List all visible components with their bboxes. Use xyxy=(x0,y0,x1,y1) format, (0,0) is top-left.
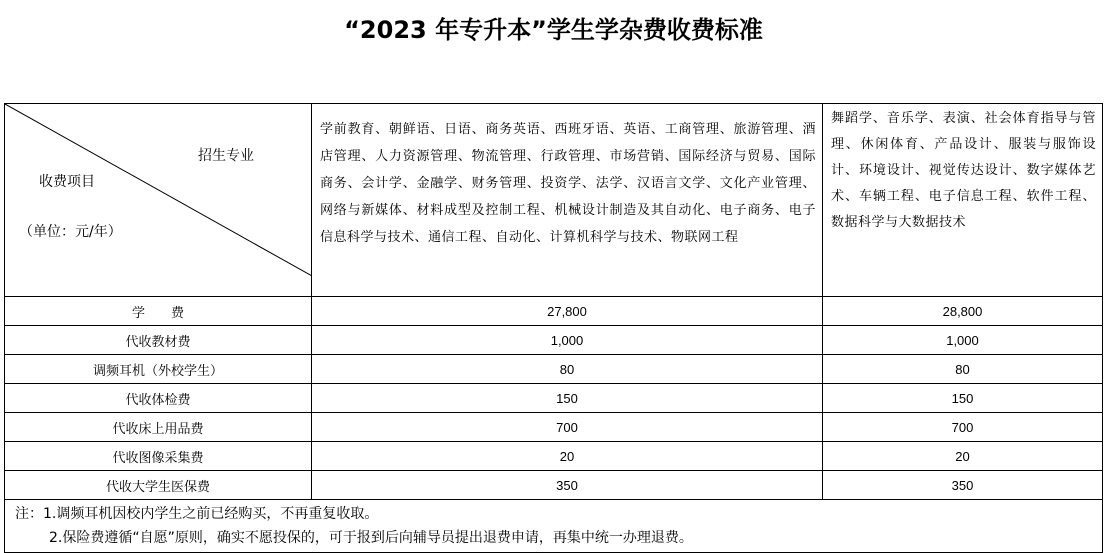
corner-header-cell xyxy=(5,104,312,297)
fee-value-group-1: 27,800 xyxy=(312,297,823,326)
fee-value-group-1: 350 xyxy=(312,471,823,500)
fee-value-group-2: 80 xyxy=(823,355,1103,384)
note-line-1: 注：1.调频耳机因校内学生之前已经购买，不再重复收取。 xyxy=(15,506,379,522)
page-title: “2023 年专升本”学生学杂费收费标准 xyxy=(344,16,763,44)
note-line-2: 2.保险费遵循“自愿”原则，确实不愿投保的，可于报到后向辅导员提出退费申请，再集中统一办理退费。 xyxy=(49,530,693,546)
fee-value-group-2: 350 xyxy=(823,471,1103,500)
fee-value-group-2: 1,000 xyxy=(823,326,1103,355)
table-row xyxy=(5,355,1103,384)
fee-value-group-1: 80 xyxy=(312,355,823,384)
corner-label-unit: （单位：元/年） xyxy=(19,224,122,240)
fee-value-group-2: 28,800 xyxy=(823,297,1103,326)
table-row xyxy=(5,413,1103,442)
table-row xyxy=(5,297,1103,326)
fee-value-group-1: 1,000 xyxy=(312,326,823,355)
fee-value-group-1: 20 xyxy=(312,442,823,471)
majors-group-2: 舞蹈学、音乐学、表演、社会体育指导与管理、休闲体育、产品设计、服装与服饰设计、环境设计、视觉传达设计、数字媒体艺术、车辆工程、电子信息工程、软件工程、数据科学与大数据技术 xyxy=(823,104,1103,297)
fee-value-group-2: 700 xyxy=(823,413,1103,442)
fee-value-group-2: 150 xyxy=(823,384,1103,413)
corner-label-major: 招生专业 xyxy=(198,148,254,164)
table-row xyxy=(5,442,1103,471)
majors-group-1: 学前教育、朝鲜语、日语、商务英语、西班牙语、英语、工商管理、旅游管理、酒店管理、人力资源管理、物流管理、行政管理、市场营销、国际经济与贸易、国际商务、会计学、金融学、财务管理、投资学、法学、汉语言文学、文化产业管理、网络与新媒体、材料成型及控制工程、机械设计制造及其自动化、电子商务、电子信息科学与技术、通信工程、自动化、计算机科学与技术、物联网工程 xyxy=(312,104,823,297)
table-row xyxy=(5,471,1103,500)
fee-value-group-1: 700 xyxy=(312,413,823,442)
header-row xyxy=(5,104,1103,297)
notes-cell xyxy=(5,500,1103,553)
fee-item-label: 代收教材费 xyxy=(5,326,312,355)
fee-item-label: 调频耳机（外校学生） xyxy=(5,355,312,384)
fee-value-group-2: 20 xyxy=(823,442,1103,471)
fee-item-label: 代收体检费 xyxy=(5,384,312,413)
fee-value-group-1: 150 xyxy=(312,384,823,413)
fee-item-label: 代收床上用品费 xyxy=(5,413,312,442)
notes-row xyxy=(5,500,1103,553)
fee-table xyxy=(4,103,1103,553)
table-row xyxy=(5,326,1103,355)
fee-item-label: 学 费 xyxy=(5,297,312,326)
fee-item-label: 代收图像采集费 xyxy=(5,442,312,471)
fee-item-label: 代收大学生医保费 xyxy=(5,471,312,500)
table-row xyxy=(5,384,1103,413)
diagonal-line xyxy=(5,104,312,278)
corner-label-item: 收费项目 xyxy=(39,174,95,190)
